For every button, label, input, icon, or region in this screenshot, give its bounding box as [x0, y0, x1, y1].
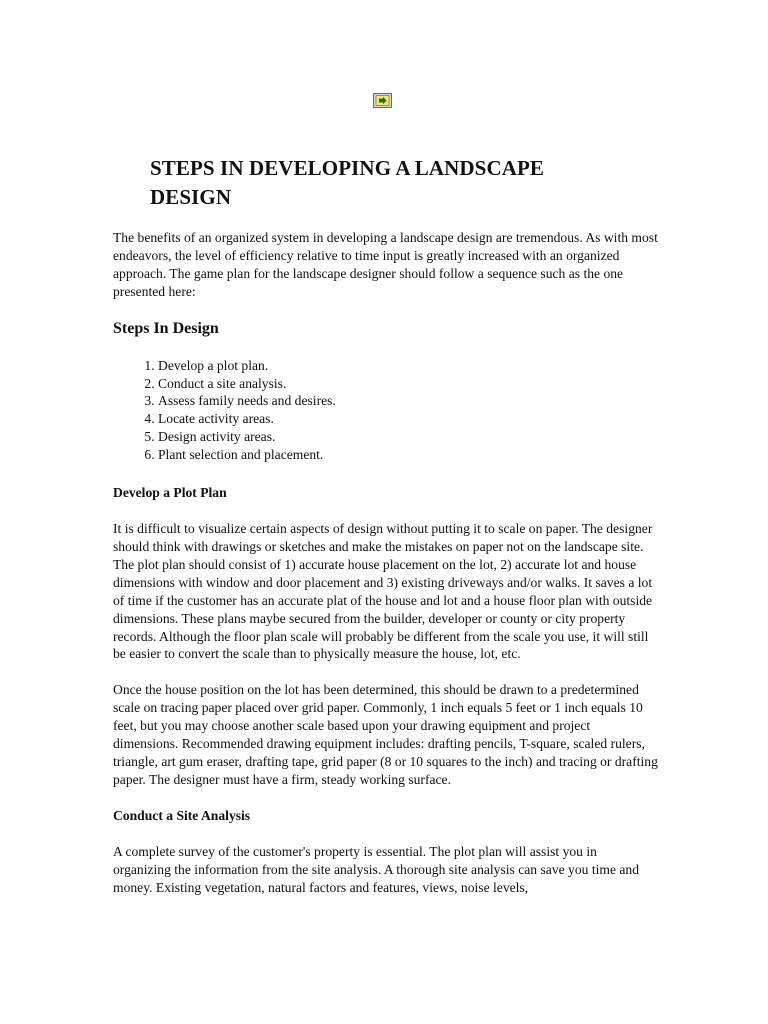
list-item: 6. Plant selection and placement. — [158, 446, 658, 464]
intro-paragraph: The benefits of an organized system in developing a landscape design are tremendous. As with most endeavors, the level of efficiency relative to time input is greatly increased with an organized approach. The game plan for the landscape designer should follow a sequence such as the one presented here: — [113, 230, 658, 299]
plot-plan-paragraph-1: It is difficult to visualize certain aspects of design without putting it to scale on paper. The designer should think with drawings or sketches and make the mistakes on paper not on the landscape site. The plot plan should consist of 1) accurate house placement on the lot, 2) accurate lot and house dimensions with window and door placement and 3) existing driveways and/or walks. It saves a lot of time if the customer has an accurate plat of the house and lot and a house floor plan with outside dimensions. These plans maybe secured from the builder, developer or county or city property records. Although the floor plan scale will probably be different from the scale you use, it will still be easier to convert the scale than to physically measure the house, lot, etc. — [113, 521, 653, 662]
document-body — [113, 229, 658, 896]
list-item: 2. Conduct a site analysis. — [158, 375, 658, 393]
plot-plan-paragraph-2: Once the house position on the lot has been determined, this should be drawn to a predetermined scale on tracing paper placed over grid paper. Commonly, 1 inch equals 5 feet or 1 inch equals 10 feet, but you may choose another scale based upon your drawing equipment and project dimensions. Recommended drawing equipment includes: drafting pencils, T-square, scaled rulers, triangle, art gum eraser, drafting tape, grid paper (8 or 10 squares to the inch) and tracing or drafting paper. The designer must have a firm, steady working surface. — [113, 682, 658, 787]
site-analysis-paragraph-1: A complete survey of the customer's property is essential. The plot plan will assist you in organizing the information from the site analysis. A thorough site analysis can save you time and money. Existing vegetation, natural factors and features, views, noise levels, — [113, 843, 640, 895]
list-item: 3. Assess family needs and desires. — [158, 392, 658, 410]
plot-plan-heading: Develop a Plot Plan — [113, 485, 227, 501]
steps-heading: Steps In Design — [113, 319, 219, 337]
list-item: 5. Design activity areas. — [158, 428, 658, 446]
arrow-icon — [373, 93, 392, 108]
list-item: 1. Develop a plot plan. — [158, 357, 658, 375]
site-analysis-heading: Conduct a Site Analysis — [113, 807, 251, 823]
steps-list — [113, 357, 658, 464]
page-title: STEPS IN DEVELOPING A LANDSCAPE DESIGN — [150, 156, 545, 209]
list-item: 4. Locate activity areas. — [158, 410, 658, 428]
document-nav-icon[interactable] — [373, 93, 392, 108]
